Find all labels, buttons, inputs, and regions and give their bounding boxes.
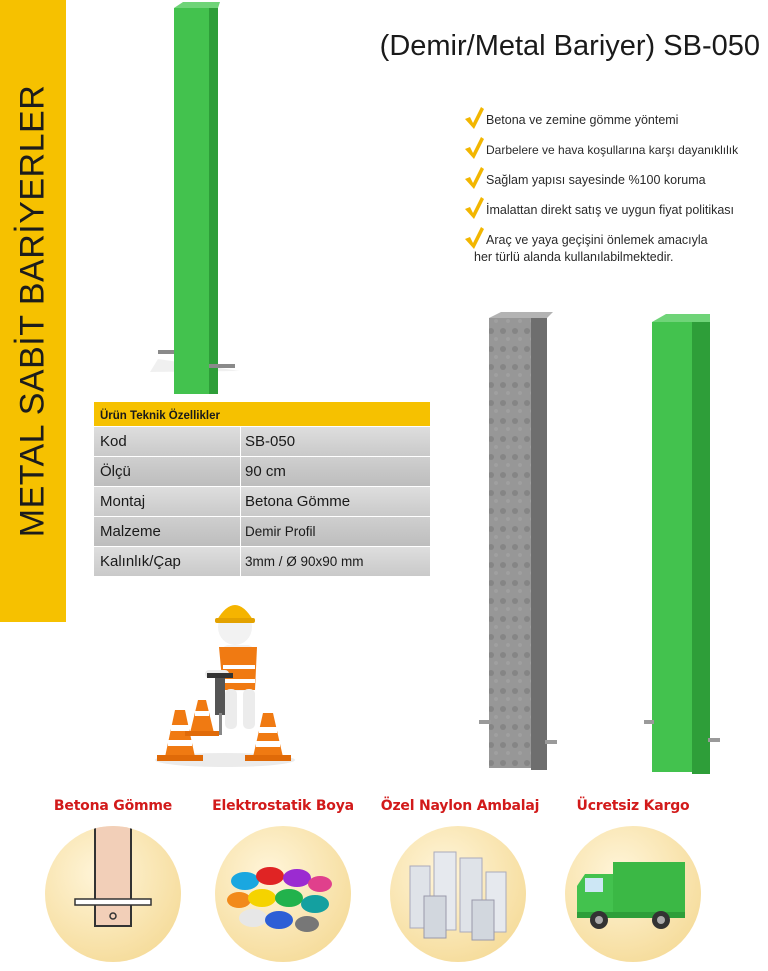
- spec-value: 3mm / Ø 90x90 mm: [245, 554, 364, 569]
- spec-key: Kalınlık/Çap: [94, 547, 241, 576]
- embed-diagram-icon: [45, 826, 181, 962]
- spec-row: [94, 486, 430, 516]
- spec-heading: Ürün Teknik Özellikler: [94, 402, 430, 426]
- feature-item: Sağlam yapısı sayesinde %100 koruma: [462, 172, 768, 189]
- page-title: (Demir/Metal Bariyer) SB-050: [379, 30, 760, 62]
- feature-list: [462, 112, 768, 279]
- badge-label: Ücretsiz Kargo: [576, 798, 690, 814]
- checkmark-icon: [464, 226, 484, 250]
- feature-item: İmalattan direkt satış ve uygun fiyat politikası: [462, 202, 768, 219]
- checkmark-icon: [464, 136, 484, 160]
- spec-key: Malzeme: [94, 517, 241, 546]
- spec-rows: [94, 426, 430, 576]
- spec-value: 90 cm: [245, 463, 286, 480]
- spec-value: Demir Profil: [245, 524, 316, 539]
- spec-table: [94, 402, 430, 576]
- feature-item: Darbelere ve hava koşullarına karşı dayanıklılık: [462, 142, 768, 159]
- spec-key: Kod: [94, 427, 241, 456]
- checkmark-icon: [464, 106, 484, 130]
- side-banner: [0, 0, 66, 622]
- badge-label: Özel Naylon Ambalaj: [380, 798, 540, 814]
- badge-label: Betona Gömme: [53, 798, 173, 814]
- spec-value: SB-050: [245, 433, 296, 450]
- spec-row: [94, 516, 430, 546]
- spec-value: Betona Gömme: [245, 493, 351, 510]
- feature-item: Betona ve zemine gömme yöntemi: [462, 112, 768, 129]
- paint-powder-icon: [215, 826, 351, 962]
- checkmark-icon: [464, 166, 484, 190]
- green-post-image-top: [150, 0, 260, 400]
- nylon-rolls-icon: [390, 826, 526, 962]
- spec-key: Ölçü: [94, 457, 241, 486]
- badge-label: Elektrostatik Boya: [212, 798, 354, 814]
- spec-key: Montaj: [94, 487, 241, 516]
- checkmark-icon: [464, 196, 484, 220]
- galvanized-post-image: [475, 308, 565, 778]
- delivery-truck-icon: [565, 826, 701, 962]
- green-post-image-right: [640, 312, 730, 778]
- worker-illustration: [145, 585, 305, 770]
- side-title: METAL SABİT BARİYERLER: [13, 84, 52, 538]
- spec-row: [94, 426, 430, 456]
- spec-row: [94, 546, 430, 576]
- spec-row: [94, 456, 430, 486]
- feature-item: Araç ve yaya geçişini önlemek amacıyla her türlü alanda kullanılabilmektedir.: [462, 232, 768, 266]
